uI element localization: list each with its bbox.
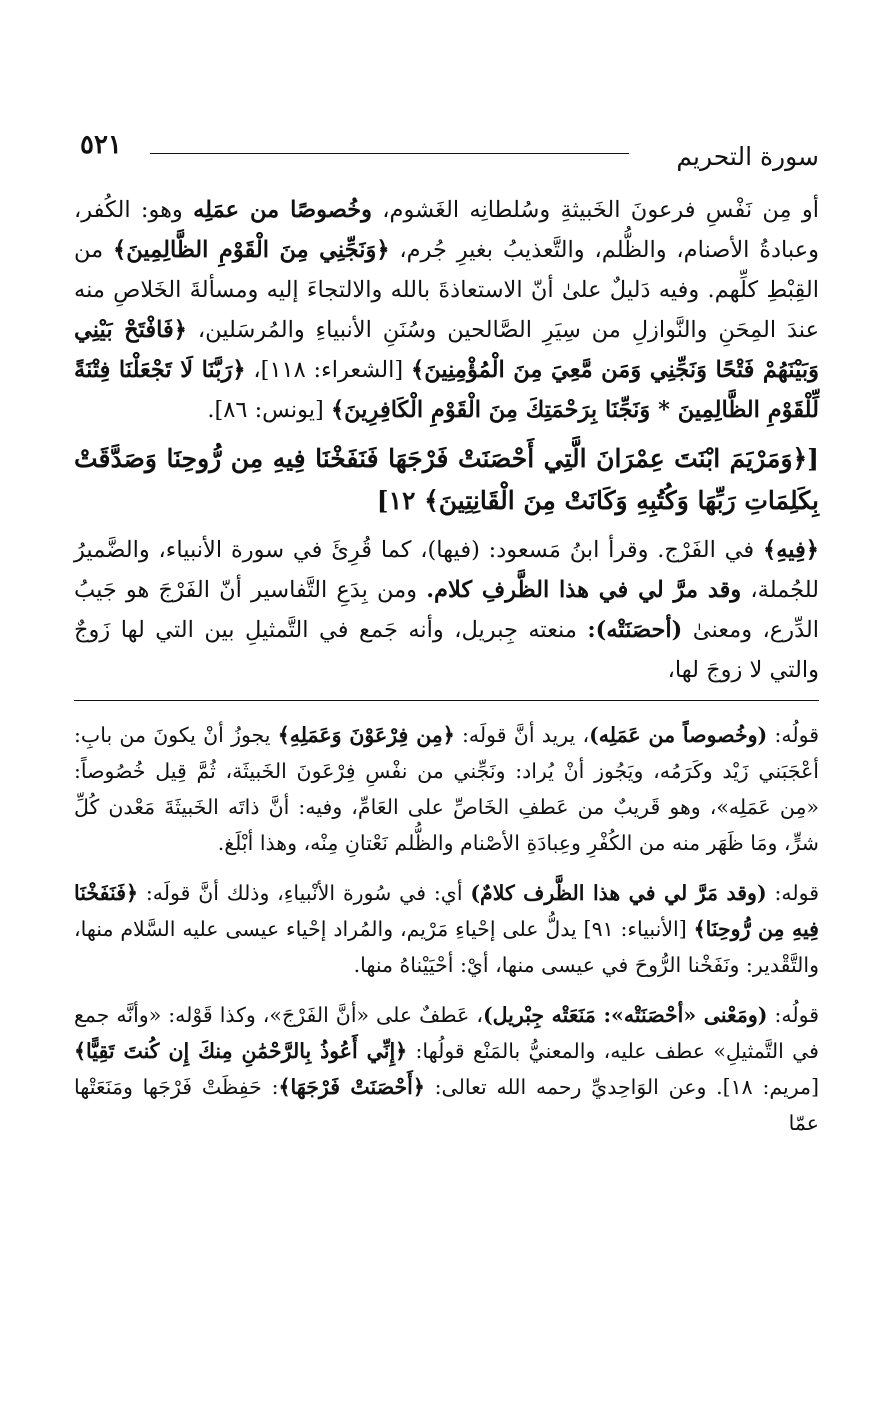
note-text-run: أي: في سُورة الأنْبياءِ، وذلك أنَّ قولَه: — [138, 881, 471, 905]
note-lemma: (وقد مَرَّ لي في هذا الظَّرف كلامٌ) — [470, 881, 767, 905]
quran-quote: ﴿إِنِّي أَعُوذُ بِالرَّحْمَٰنِ مِنكَ إِن كُنتَ تَقِيًّا﴾ — [74, 1039, 408, 1063]
note-text-run: : حَفِظَتْ فَرْجَها ومَنَعَتْها عمّا — [74, 1075, 819, 1135]
main-text-run: أو مِن نَفْسِ فرعونَ الخَبيثةِ وسُلطانِه الغَشوم، — [371, 197, 819, 223]
note-text-run: ، يريد أنَّ قولَه: — [454, 723, 590, 747]
surah-title: سورة التحريم — [676, 142, 819, 171]
quran-quote: ﴿أَحْصَنَتْ فَرْجَهَا﴾ — [278, 1075, 425, 1099]
page-header — [74, 128, 819, 170]
main-text-run: من القِبْطِ كلِّهم. وفيه دَليلٌ علىٰ أنّ الاستعاذةَ بالله والالتجاءَ إليه ومسألةَ الخَلاصِ منه عندَ المِحَنِ والنَّوازلِ من سِيَرِ الصَّالحين وسُنَنِ الأنبياءِ والمُرسَلين، — [74, 237, 820, 343]
main-text — [74, 190, 819, 690]
note-text-run: [الأنبياء: ٩١] يدلُّ على إحْياءِ مَرْيم، والمُراد إحْياء عيسى عليه السَّلام منها، والتَّقْدير: ونَفَخْنا الرُّوحَ في عيسى منها، أيْ: أحْيَيْناهُ منها. — [74, 917, 819, 977]
quran-quote: ﴿فِيهِ﴾ — [763, 537, 819, 563]
ayah-12: [﴿وَمَرْيَمَ ابْنَتَ عِمْرَانَ الَّتِي أَحْصَنَتْ فَرْجَهَا فَنَفَخْنَا فِيهِ مِن رُّوحِنَا وَصَدَّقَتْ بِكَلِمَاتِ رَبِّهَا وَكُتُبِهِ وَكَانَتْ مِنَ الْقَانِتِينَ﴾ ١٢] — [74, 444, 819, 515]
note-text-run: قوله: — [766, 881, 819, 905]
footnote-rule — [74, 700, 819, 701]
note-lemma: (ومَعْنى «أحْصَنَتْه»: مَنَعَتْه جِبْريل) — [482, 1003, 768, 1027]
main-text-run: في الفَرْج. وقرأ ابنُ مَسعود: (فيها)، كما قُرِئَ في سورة الأنبياء، والضَّميرُ للجُملة، — [74, 537, 819, 603]
note-text-run: قولُه: — [767, 1003, 819, 1027]
page-number: ٥٢١ — [80, 130, 122, 160]
note-2 — [74, 875, 819, 983]
note-3 — [74, 997, 819, 1141]
main-paragraph-3 — [74, 530, 819, 690]
main-bold-phrase: (أحصَنَتْه): — [587, 617, 683, 643]
main-bold-phrase: وقد مرَّ لي في هذا الظَّرفِ كلام. — [426, 577, 742, 603]
quran-quote: ﴿وَنَجِّنِي مِنَ الْقَوْمِ الظَّالِمِينَ﴾ — [113, 237, 390, 263]
book-page — [74, 128, 819, 1278]
note-text-run: قولُه: — [767, 723, 819, 747]
note-1 — [74, 717, 819, 861]
main-text-run: منعته جِبريل، وأنه جَمع في التَّمثيلِ بين التي لها زَوجٌ والتي لا زوجَ لها، — [74, 617, 819, 683]
main-text-run: ومن بِدَعِ التَّفاسير أنّ الفَرْجَ هو جَيبُ الدِّرع، ومعنىٰ — [74, 577, 820, 643]
quran-quote: ﴿فَافْتَحْ بَيْنِي وَبَيْنَهُمْ فَتْحًا وَنَجِّنِي وَمَن مَّعِيَ مِنَ الْمُؤْمِنِينَ﴾ — [74, 317, 819, 383]
commentary-notes — [74, 717, 819, 1141]
main-bold-phrase: وخُصوصًا من عمَلِه — [193, 197, 372, 223]
quran-quote: ﴿مِن فِرْعَوْنَ وَعَمَلِهِ﴾ — [277, 723, 455, 747]
verse-reference: [يونس: ٨٦]. — [207, 397, 331, 423]
main-text-run: وهو: الكُفر، وعبادةُ الأصنام، والظُّلم، والتَّعذيبُ بغيرِ جُرم، — [74, 197, 819, 263]
note-lemma: (وخُصوصاً من عَمَلِه) — [589, 723, 768, 747]
quran-quote: ﴿فَنَفَخْنَا فِيهِ مِن رُّوحِنَا﴾ — [74, 881, 819, 941]
header-rule — [150, 153, 629, 154]
verse-reference: [الشعراء: ١١٨]، — [245, 357, 412, 383]
note-text-run: يجوزُ أنْ يكونَ من بابِ: أعْجَبَني زَيْد وكَرَمُه، ويَجُوز أنْ يُراد: ونَجِّني من نفْسِ فِرْعَونَ الخَبيثَة، ثُمَّ قِيل خُصُوصاً: «مِن عَمَلِه»، وهو قَريبٌ من عَطفِ الخَاصِّ على العَامِّ، وفيه: أنَّ ذاتَه الخَبيثَةَ مَعْدن كُلِّ شرٍّ، ومَا ظَهَر منه من الكُفْرِ وعِبادَةِ الأصْنام والظُّلم نَعْتانِ مِنْه، وهذا أبْلَغ. — [74, 723, 819, 855]
main-paragraph-1 — [74, 190, 819, 430]
quran-quote: ﴿رَبَّنَا لَا تَجْعَلْنَا فِتْنَةً لِّلْقَوْمِ الظَّالِمِينَ * وَنَجِّنَا بِرَحْمَتِكَ مِنَ الْقَوْمِ الْكَافِرِينَ﴾ — [74, 357, 819, 423]
note-text-run: [مريم: ١٨]. وعن الوَاحِديِّ رحمه الله تعالى: — [424, 1075, 819, 1099]
note-text-run: ، عَطفٌ على «أنَّ الفَرْجَ»، وكذا قَوْله: «وأنَّه جمع في التَّمثيلِ» عطف عليه، والمعنيُّ بالمَنْع قولُها: — [74, 1003, 819, 1063]
